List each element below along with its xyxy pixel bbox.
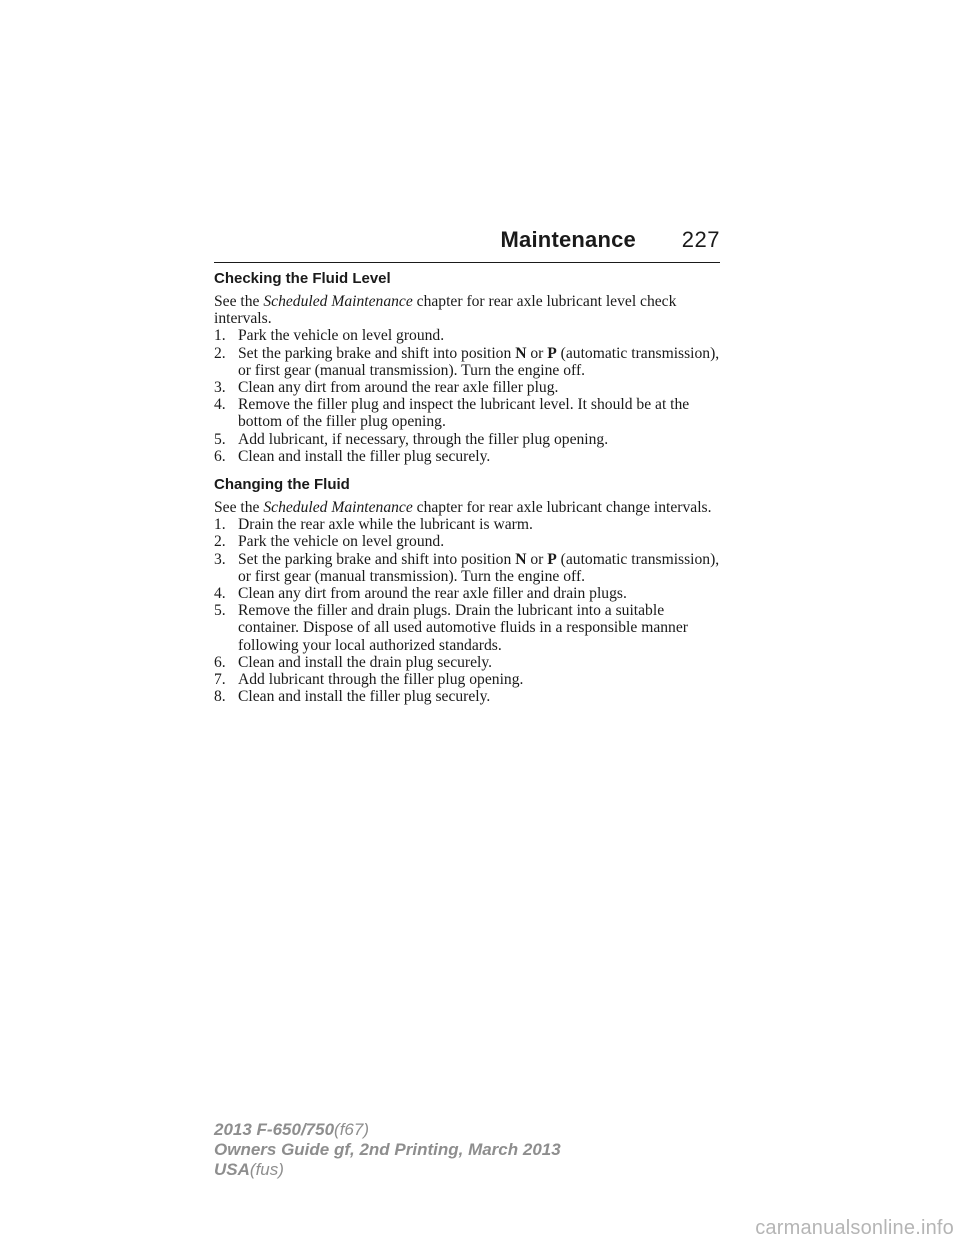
- list-item: 7. Add lubricant through the filler plug opening.: [214, 671, 524, 689]
- section-checking-fluid-level: [214, 270, 724, 465]
- list-item: 4. Remove the filler plug and inspect the lubricant level. It should be at the bottom of the filler plug opening.: [214, 396, 690, 431]
- section-intro: See the Scheduled Maintenance chapter for rear axle lubricant change intervals.: [214, 499, 712, 517]
- list-item: 3. Clean any dirt from around the rear axle filler plug.: [214, 379, 559, 397]
- list-item: 6. Clean and install the filler plug securely.: [214, 447, 491, 465]
- list-item: 3. Set the parking brake and shift into position N or P (automatic transmission), or first gear (manual transmission). Turn the engine off.: [214, 550, 720, 585]
- steps-list: [214, 516, 724, 705]
- section-heading: Changing the Fluid: [214, 476, 350, 494]
- gear-position-n: N: [515, 550, 527, 568]
- page-header: [214, 226, 720, 263]
- footer-line-market: USA(fus): [214, 1160, 284, 1179]
- gear-position-p: P: [547, 550, 557, 568]
- list-item: 1. Drain the rear axle while the lubricant is warm.: [214, 516, 533, 534]
- chapter-reference: Scheduled Maintenance: [263, 499, 413, 517]
- list-item: 4. Clean any dirt from around the rear axle filler and drain plugs.: [214, 585, 627, 603]
- list-item: 5. Remove the filler and drain plugs. Drain the lubricant into a suitable container. Dispose of all used automotive fluids in a responsible manner following your local authorized standards.: [214, 602, 688, 654]
- list-item: 5. Add lubricant, if necessary, through the filler plug opening.: [214, 430, 609, 448]
- steps-list: [214, 327, 724, 465]
- footer-line-edition: Owners Guide gf, 2nd Printing, March 2013: [214, 1140, 561, 1159]
- page-content: [214, 270, 724, 705]
- footer-line-model: 2013 F-650/750(f67): [214, 1120, 370, 1139]
- chapter-reference: Scheduled Maintenance: [263, 293, 413, 310]
- watermark: carmanualsonline.info: [755, 1217, 954, 1239]
- list-item: 2. Park the vehicle on level ground.: [214, 533, 445, 551]
- section-changing-fluid: [214, 476, 724, 705]
- list-item: 8. Clean and install the filler plug securely.: [214, 688, 491, 706]
- section-heading: Checking the Fluid Level: [214, 270, 391, 287]
- list-item: 6. Clean and install the drain plug securely.: [214, 653, 493, 671]
- page-number: 227: [681, 227, 720, 252]
- document-footer: [214, 1120, 561, 1180]
- list-item: 2. Set the parking brake and shift into position N or P (automatic transmission), or first gear (manual transmission). Turn the engine off.: [214, 344, 720, 379]
- list-item: 1. Park the vehicle on level ground.: [214, 327, 445, 345]
- section-intro: See the Scheduled Maintenance chapter for rear axle lubricant level check intervals.: [214, 293, 677, 328]
- gear-position-p: P: [547, 344, 557, 362]
- gear-position-n: N: [515, 344, 527, 362]
- section-title: Maintenance: [500, 227, 636, 252]
